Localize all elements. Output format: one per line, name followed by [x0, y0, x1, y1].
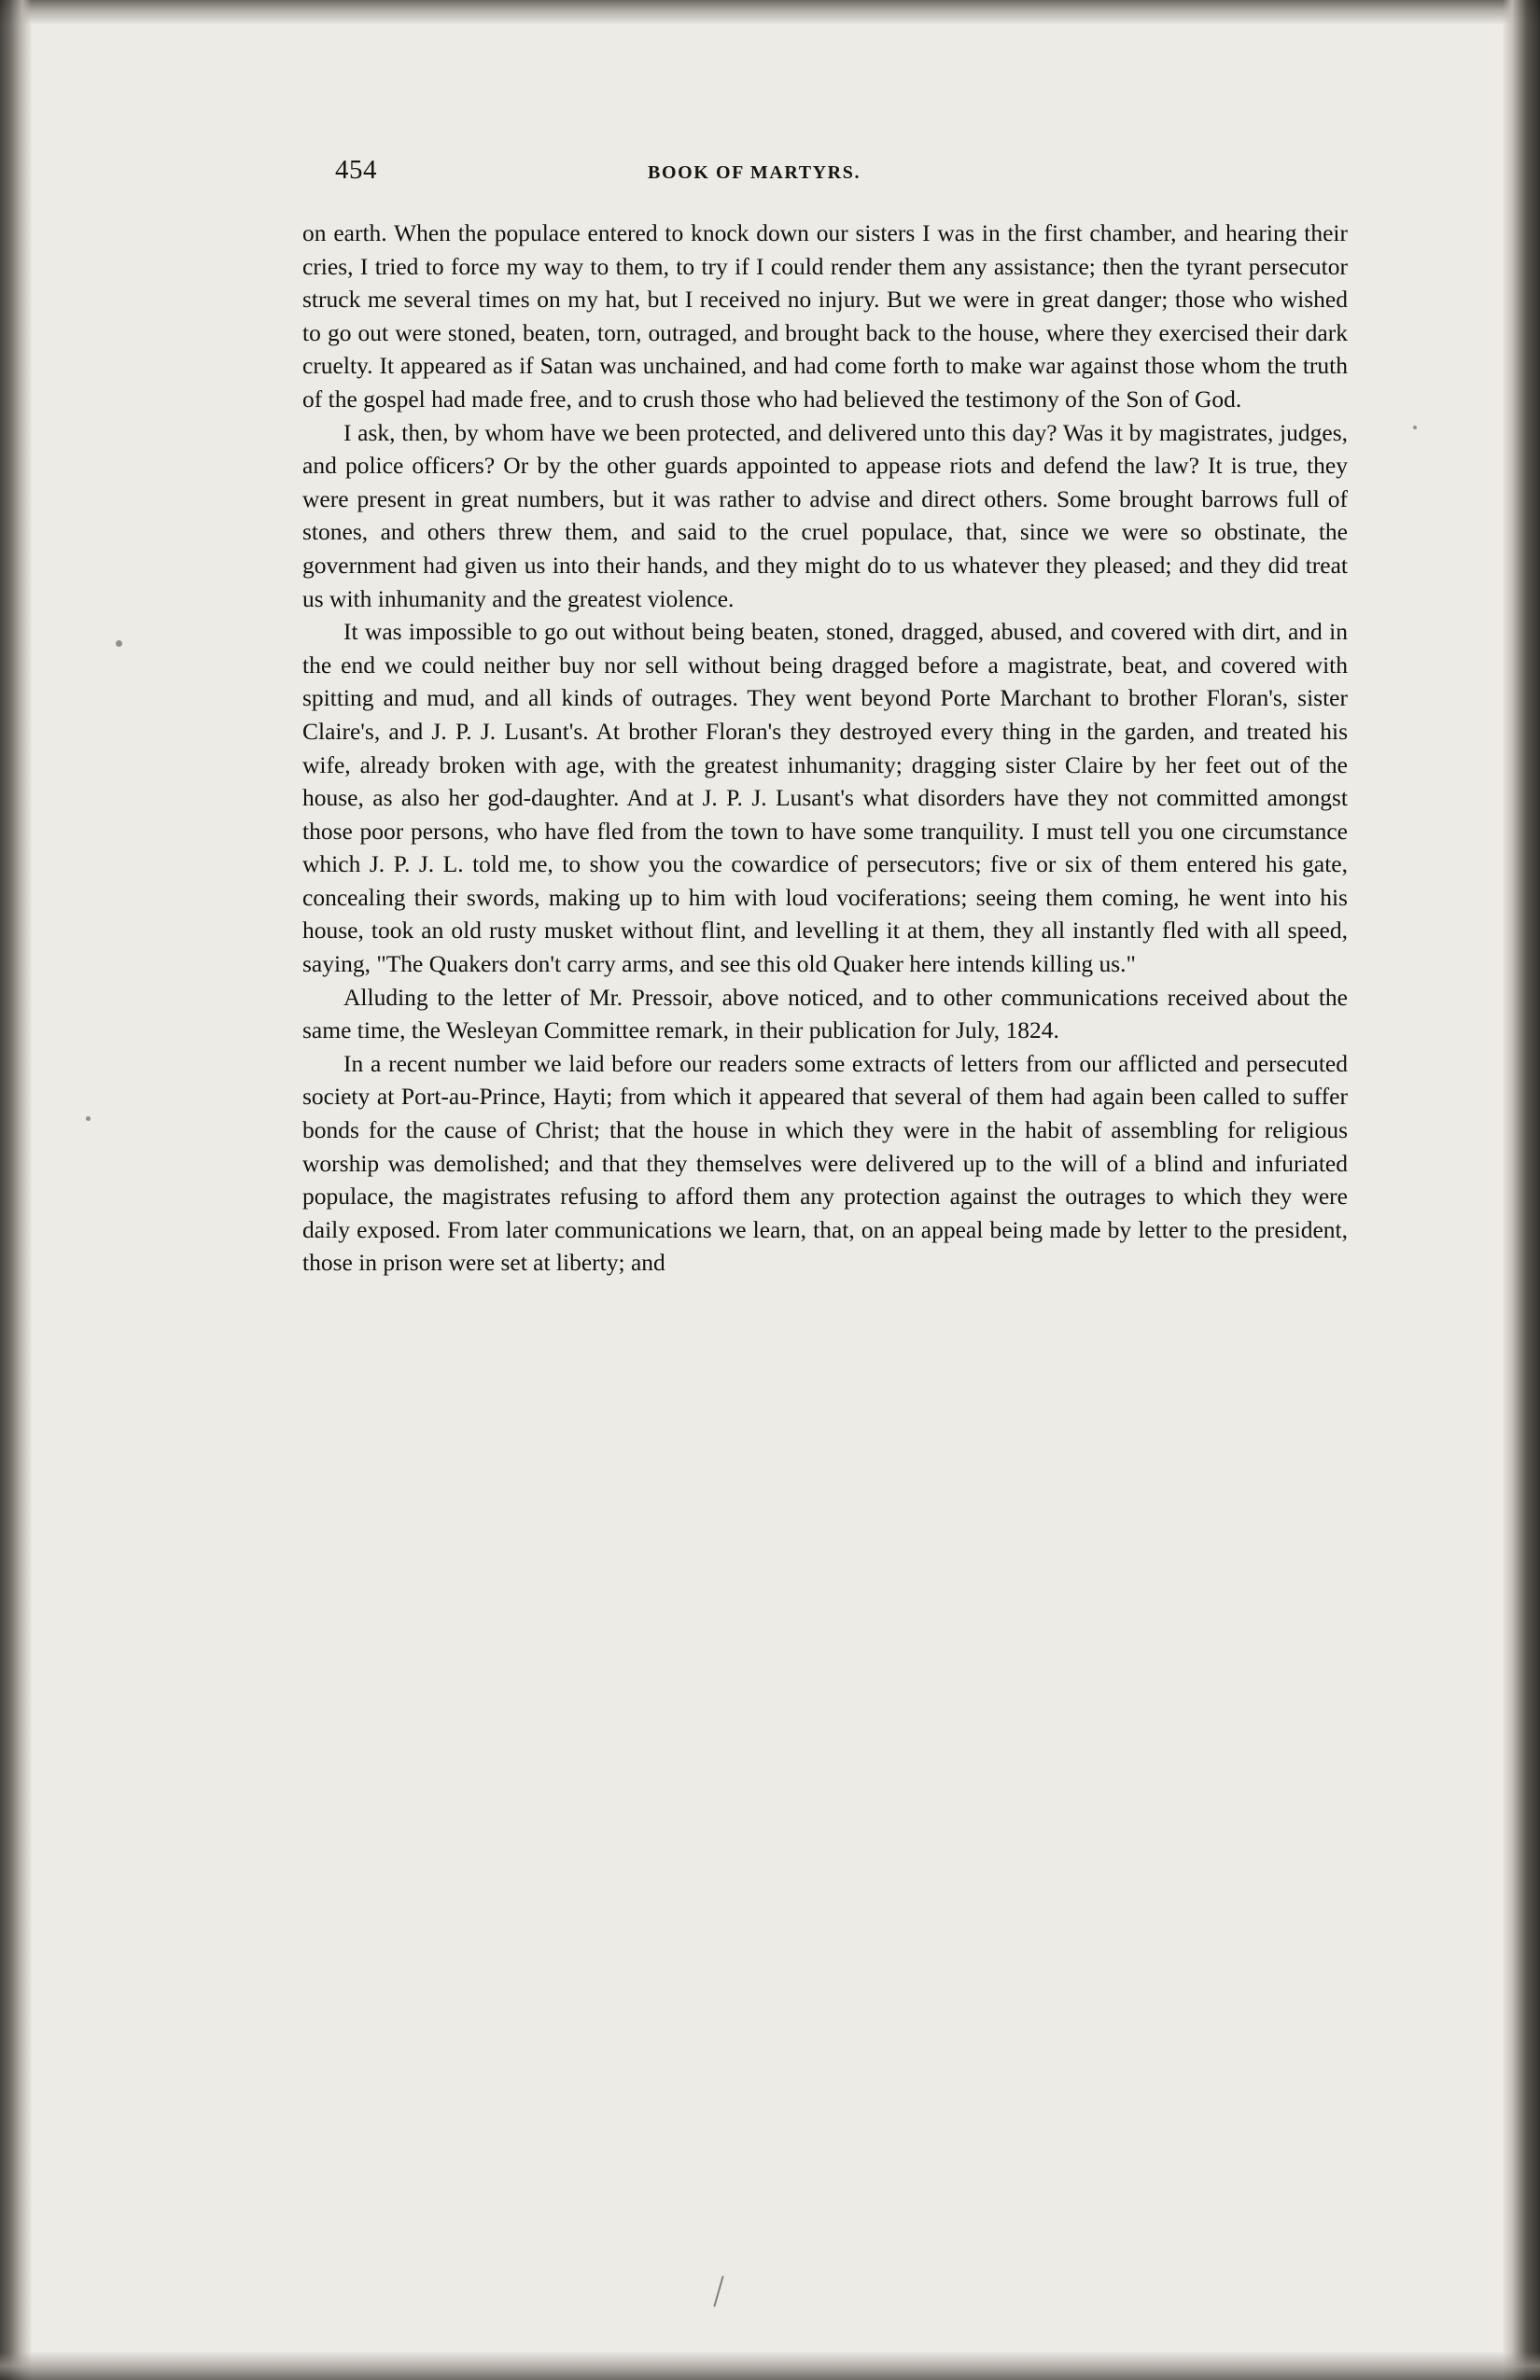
paper-surface: [32, 24, 1503, 2352]
scan-edge-bottom: [0, 2352, 1540, 2380]
book-title-header: BOOK OF MARTYRS.: [648, 162, 861, 183]
pen-slash-mark: [713, 2275, 723, 2306]
margin-dot: [116, 640, 122, 647]
scan-edge-right: [1503, 0, 1540, 2380]
paragraph: on earth. When the populace entered to knock down our sisters I was in the first chamber, and hearing their cries, I tried to force my way to them, to try if I could render them any assistance; then the tyrant persecutor struck me several times on my hat, but I received no injury. But we were in great danger; those who wished to go out were stoned, beaten, torn, outraged, and brought back to the house, where they exercised their dark cruelty. It appeared as if Satan was unchained, and had come forth to make war against those whom the truth of the gospel had made free, and to crush those who had believed the testimony of the Son of God.: [302, 219, 1348, 413]
paragraph: In a recent number we laid before our readers some extracts of letters from our afflicted and persecuted society at Port-au-Prince, Hayti; from which it appeared that several of them had again been called to suffer bonds for the cause of Christ; that the house in which they were in the habit of assembling for religious worship was demolished; and that they themselves were delivered up to the will of a blind and infuriated populace, the magistrates refusing to afford them any protection against the outrages to which they were daily exposed. From later communications we learn, that, on an appeal being made by letter to the president, those in prison were set at liberty; and: [302, 1049, 1348, 1277]
body-text: [302, 217, 1348, 1280]
ink-speck: [86, 1116, 91, 1121]
paragraph: I ask, then, by whom have we been protected, and delivered unto this day? Was it by magistrates, judges, and police officers? Or by the other guards appointed to appease riots and defend the law? It is true, they were present in great numbers, but it was rather to advise and direct others. Some brought barrows full of stones, and others threw them, and said to the cruel populace, that, since we were so obstinate, the government had given us into their hands, and they might do to us whatever they pleased; and they did treat us with inhumanity and the greatest violence.: [302, 418, 1348, 612]
ink-speck: [1413, 426, 1417, 429]
scan-edge-left: [0, 0, 32, 2380]
page-content: [302, 155, 1348, 1280]
running-head: [302, 155, 1348, 196]
page-number: 454: [335, 155, 377, 185]
scan-edge-top: [0, 0, 1540, 24]
paragraph: It was impossible to go out without being beaten, stoned, dragged, abused, and covered with dirt, and in the end we could neither buy nor sell without being dragged before a magistrate, beat, and covered with spitting and mud, and all kinds of outrages. They went beyond Porte Marchant to brother Floran's, sister Claire's, and J. P. J. Lusant's. At brother Floran's they destroyed every thing in the garden, and treated his wife, already broken with age, with the greatest inhumanity; dragging sister Claire by her feet out of the house, as also her god-daughter. And at J. P. J. Lusant's what disorders have they not committed amongst those poor persons, who have fled from the town to have some tranquility. I must tell you one circumstance which J. P. J. L. told me, to show you the cowardice of persecutors; five or six of them entered his gate, concealing their swords, making up to him with loud vociferations; seeing them coming, he went into his house, took an old rusty musket without flint, and levelling it at them, they all instantly fled with all speed, saying, "The Quakers don't carry arms, and see this old Quaker here intends killing us.": [302, 618, 1348, 978]
paragraph: Alluding to the letter of Mr. Pressoir, above noticed, and to other communications received about the same time, the Wesleyan Committee remark, in their publication for July, 1824.: [302, 983, 1348, 1044]
